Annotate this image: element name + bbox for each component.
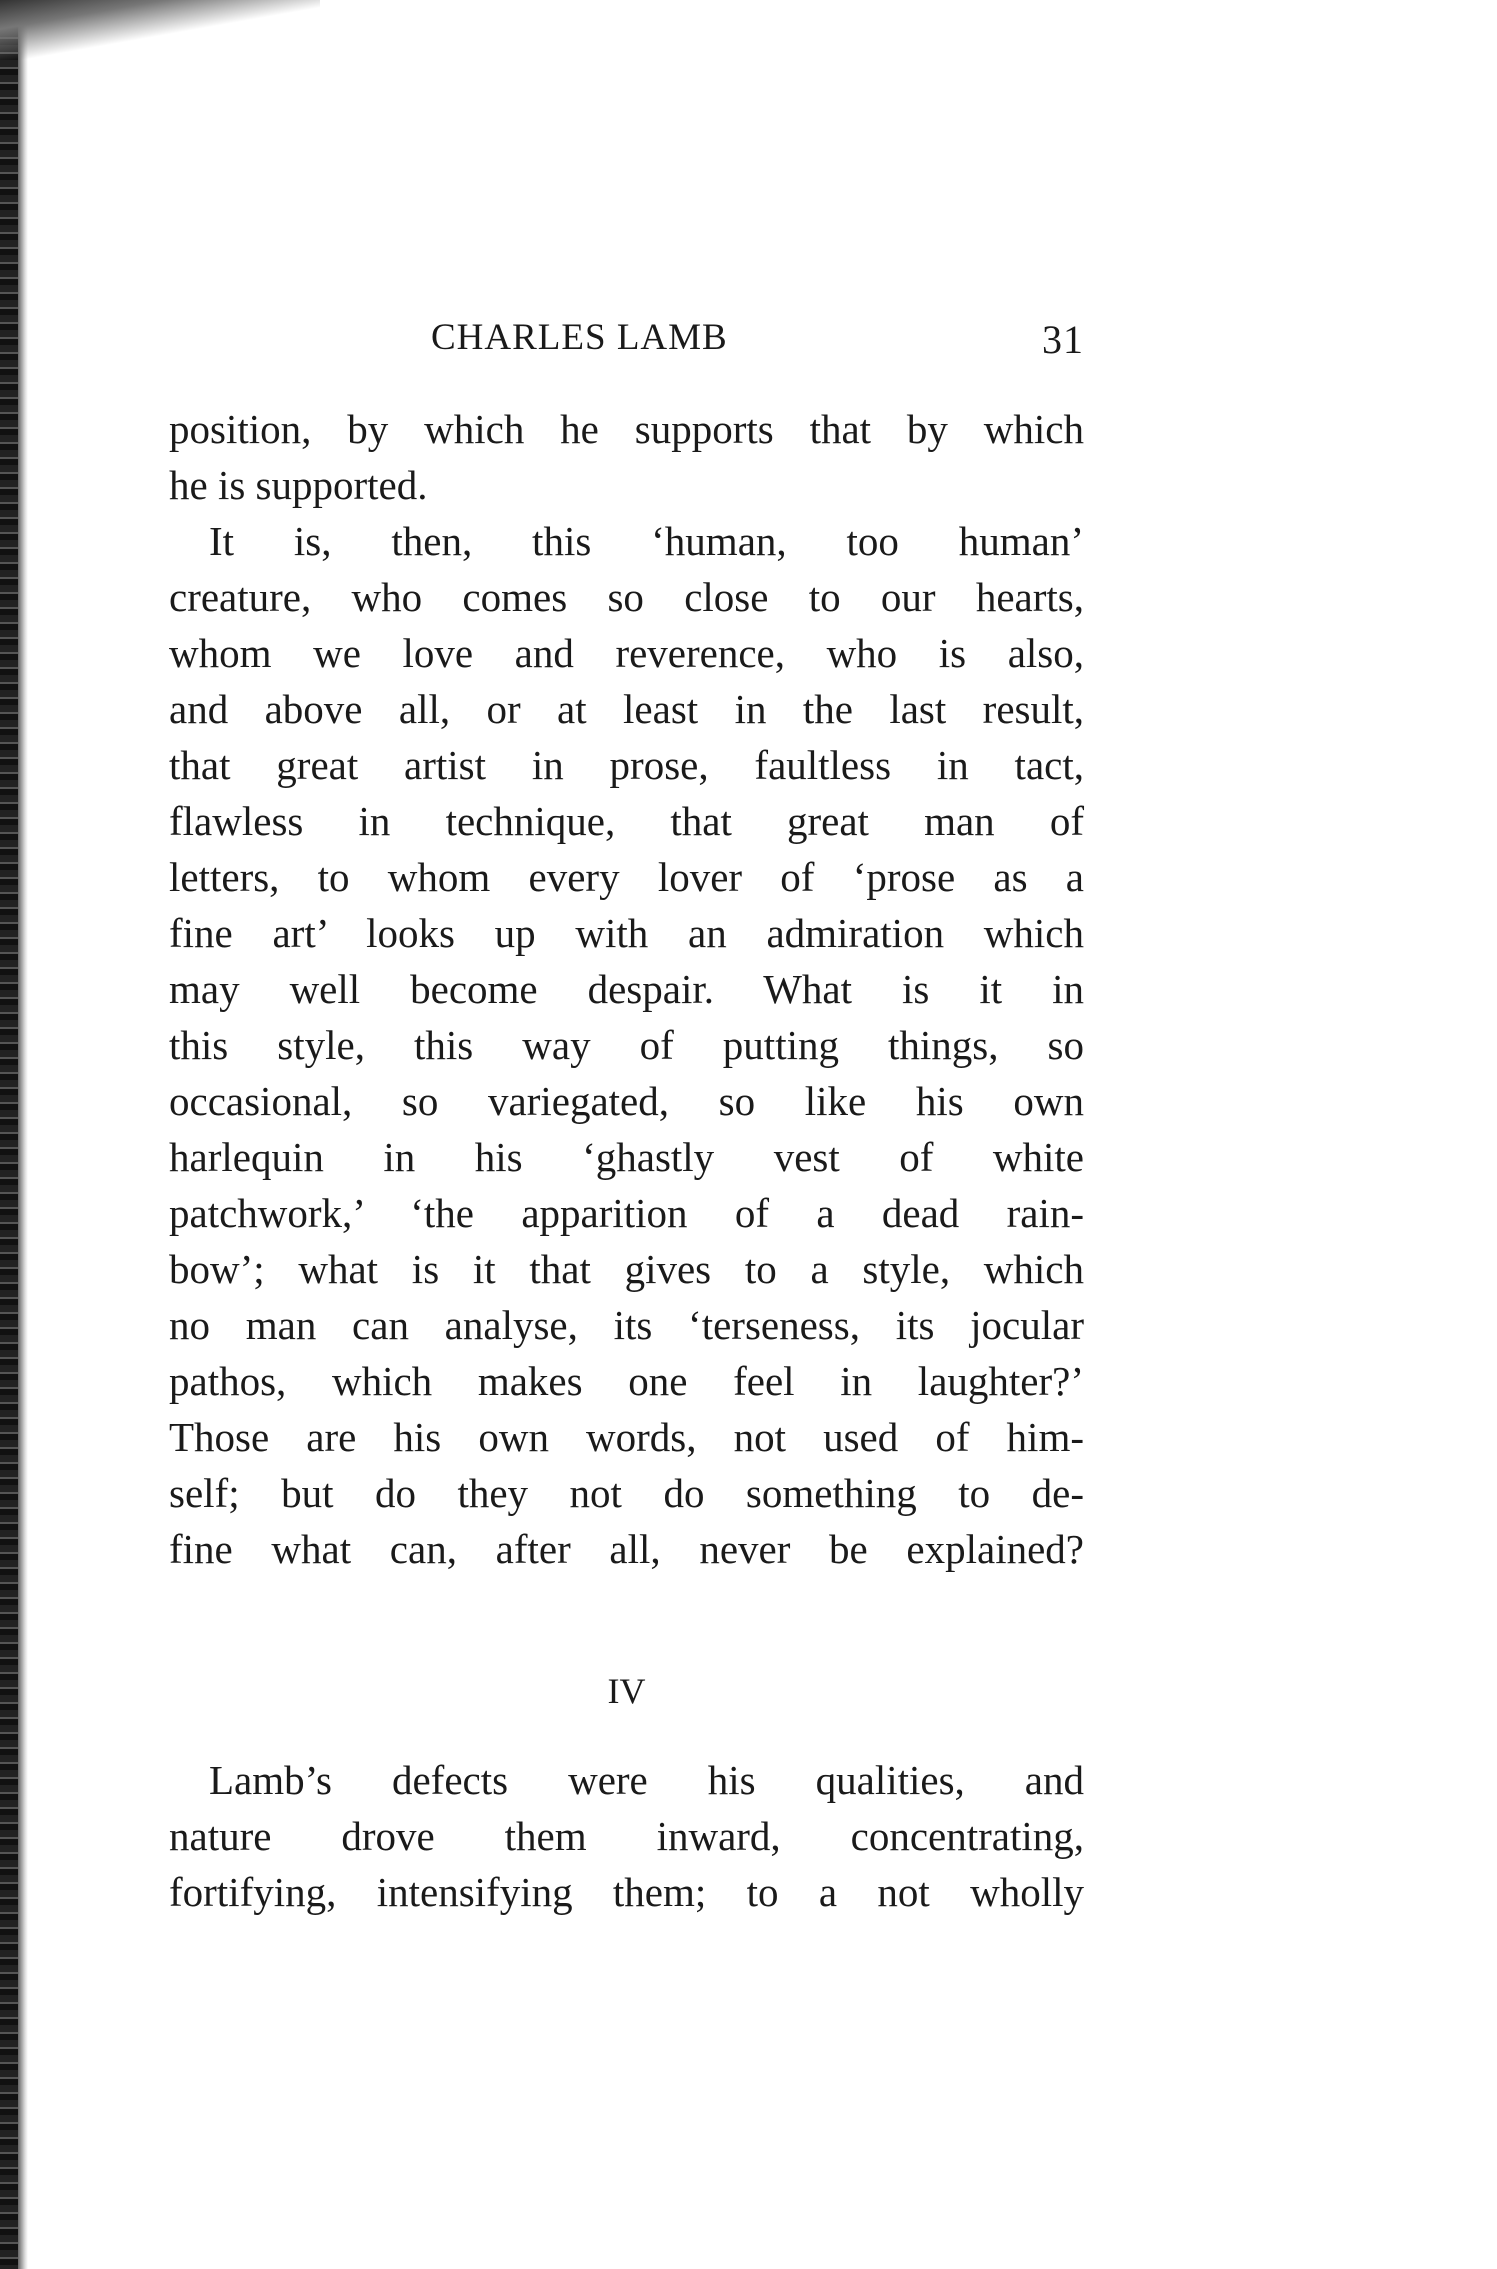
text-line: position, by which he supports that by which	[169, 406, 1084, 452]
page-number: 31	[1042, 317, 1084, 362]
text-line: this style, this way of putting things, so	[169, 1022, 1084, 1068]
text-line: pathos, which makes one feel in laughter?’	[169, 1358, 1084, 1404]
text-line: may well become despair. What is it in	[169, 966, 1084, 1012]
text-line: no man can analyse, its ‘terseness, its jocular	[169, 1302, 1084, 1348]
running-title: CHARLES LAMB	[431, 317, 728, 358]
text-line: self; but do they not do something to de-	[169, 1470, 1084, 1516]
text-line: patchwork,’ ‘the apparition of a dead rain-	[169, 1190, 1084, 1236]
text-line: nature drove them inward, concentrating,	[169, 1813, 1084, 1859]
text-line: flawless in technique, that great man of	[169, 798, 1084, 844]
text-line: that great artist in prose, faultless in tact,	[169, 742, 1084, 788]
text-line: Lamb’s defects were his qualities, and	[209, 1757, 1084, 1803]
text-line: letters, to whom every lover of ‘prose as a	[169, 854, 1084, 900]
text-line: he is supported.	[169, 462, 428, 508]
text-line: occasional, so variegated, so like his own	[169, 1078, 1084, 1124]
page-header	[169, 310, 1084, 366]
corner-smudge	[0, 0, 320, 60]
binding-shadow	[18, 0, 28, 2269]
text-line: whom we love and reverence, who is also,	[169, 630, 1084, 676]
text-line: It is, then, this ‘human, too human’	[209, 518, 1084, 564]
text-line: bow’; what is it that gives to a style, which	[169, 1246, 1084, 1292]
text-line: harlequin in his ‘ghastly vest of white	[169, 1134, 1084, 1180]
text-line: fine what can, after all, never be explained?	[169, 1526, 1084, 1572]
text-line: and above all, or at least in the last result,	[169, 686, 1084, 732]
text-line: fortifying, intensifying them; to a not wholly	[169, 1869, 1084, 1915]
text-line: Those are his own words, not used of him-	[169, 1414, 1084, 1460]
book-binding-edge	[0, 0, 18, 2269]
section-heading: IV	[607, 1671, 646, 1711]
text-line: fine art’ looks up with an admiration which	[169, 910, 1084, 956]
text-line: creature, who comes so close to our hearts,	[169, 574, 1084, 620]
